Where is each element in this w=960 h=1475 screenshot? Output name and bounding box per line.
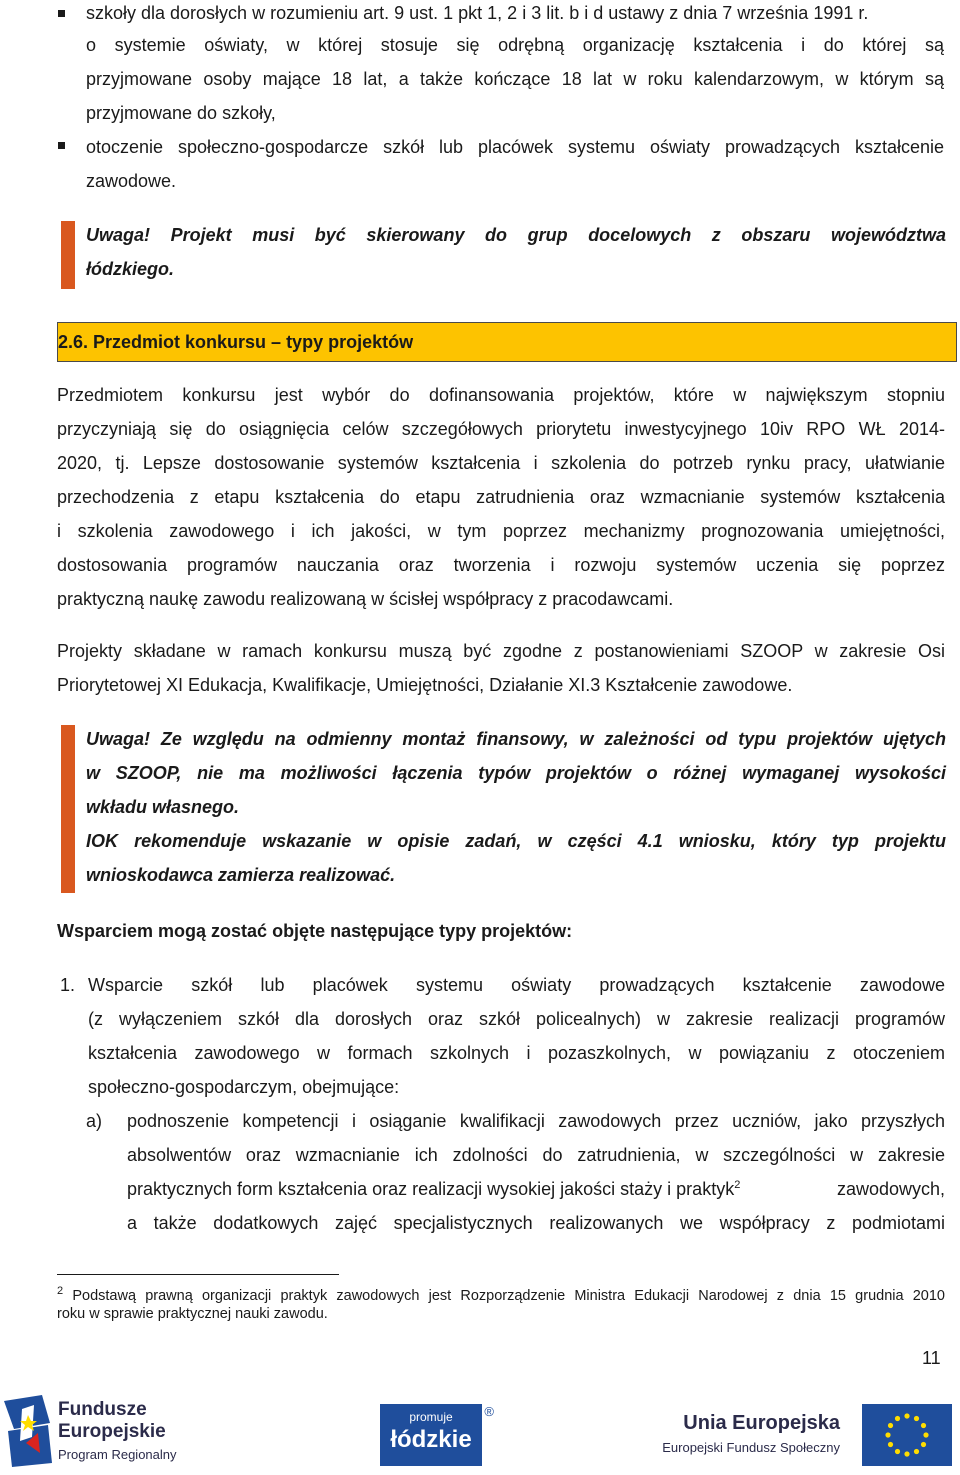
section-heading: 2.6. Przedmiot konkursu – typy projektów — [58, 332, 414, 352]
text-line: szkoły dla dorosłych w rozumieniu art. 9 ust. 1 pkt 1, 2 i 3 lit. b i d ustawy z dnia 7 września 1991 r. — [86, 3, 869, 23]
list-item-text: Wsparcie szkół lub placówek systemu oświaty prowadzących kształcenie zawodowe — [88, 975, 945, 995]
text-line: przyjmowane osoby mające 18 lat, a także kończące 18 lat w roku kalendarzowym, w którym są — [86, 69, 944, 89]
text-line: otoczenie społeczno-gospodarcze szkół lub placówek systemu oświaty prowadzących kształcenie — [86, 137, 944, 157]
footnote-text — [57, 1287, 945, 1323]
bullet-icon — [58, 10, 65, 17]
text-line: o systemie oświaty, w której stosuje się odrębną organizację kształcenia i do której są — [86, 35, 944, 55]
footnote-line: roku w sprawie praktycznej nauki zawodu. — [57, 1306, 328, 1322]
note-bar — [61, 221, 75, 289]
note-text: Uwaga! Projekt musi być skierowany do grup docelowych z obszaru województwa — [86, 225, 946, 245]
bullet-icon — [58, 142, 65, 149]
fundusze-europejskie-logo — [4, 1393, 194, 1471]
eu-star-icon — [914, 1449, 919, 1454]
list-item-text — [127, 1172, 945, 1206]
eu-star-icon — [921, 1423, 926, 1428]
note-text: Uwaga! Ze względu na odmienny montaż finansowy, w zależności od typu projektów ujętych — [86, 729, 946, 749]
support-heading: Wsparciem mogą zostać objęte następujące typy projektów: — [57, 921, 573, 941]
eu-star-icon — [895, 1449, 900, 1454]
eu-star-icon — [921, 1442, 926, 1447]
footnote-ref[interactable]: 2 — [734, 1179, 741, 1191]
note-text: wnioskodawca zamierza realizować. — [86, 865, 396, 885]
text-line: zawodowe. — [86, 171, 177, 191]
list-item-text: absolwentów oraz wzmacnianie ich zdolności do zatrudnienia, w szczególności w zakresie — [127, 1145, 945, 1165]
ue-line2: Europejski Fundusz Społeczny — [662, 1440, 840, 1455]
text-line: przyczyniają się do osiągnięcia celów szczegółowych priorytetu inwestycyjnego 10iv RPO WŁ 2014- — [57, 419, 945, 439]
page-number: 11 — [922, 1348, 941, 1368]
text-line: 2020, tj. Lepsze dostosowanie systemów kształcenia i szkolenia do potrzeb rynku pracy, ułatwianie — [57, 453, 945, 473]
list-item-text: podnoszenie kompetencji i osiąganie kwalifikacji zawodowych przez uczniów, jako przyszłych — [127, 1111, 945, 1131]
eu-star-icon — [904, 1413, 909, 1418]
list-item-text: społeczno-gospodarczym, obejmujące: — [88, 1077, 400, 1097]
list-item-text: kształcenia zawodowego w formach szkolnych i pozaszkolnych, w powiązaniu z otoczeniem — [88, 1043, 945, 1063]
list-item-text: a także dodatkowych zajęć specjalistycznych realizowanych we współpracy z podmiotami — [127, 1213, 945, 1233]
eu-star-icon — [885, 1432, 890, 1437]
footnote-line: Podstawą prawną organizacji praktyk zawodowych jest Rozporządzenie Ministra Edukacji Narodowej z dnia 15 grudnia 2010 — [72, 1288, 945, 1304]
eu-star-icon — [914, 1416, 919, 1421]
note-text: w SZOOP, nie ma możliwości łączenia typów projektów o różnej wymaganej wysokości — [86, 763, 946, 783]
list-item-text-part: zawodowych, — [836, 1179, 945, 1199]
text-line: i szkolenia zawodowego i ich jakości, w tym poprzez mechanizmy prognozowania umiejętności, — [57, 521, 945, 541]
text-line: przyjmowane do szkoły, — [86, 103, 276, 123]
eu-star-icon — [923, 1432, 928, 1437]
text-line: Projekty składane w ramach konkursu muszą być zgodne z postanowieniami SZOOP w zakresie Osi — [57, 641, 945, 661]
fe-line1: Fundusze — [58, 1399, 147, 1420]
list-number: 1. — [60, 975, 76, 995]
text-line: dostosowania programów nauczania oraz tworzenia i rozwoju systemów uczenia się poprzez — [57, 555, 945, 575]
fe-emblem-icon — [4, 1393, 54, 1469]
footnote-divider — [57, 1274, 339, 1275]
note-bar — [61, 725, 75, 893]
text-line: praktyczną naukę zawodu realizowaną w ścisłej współpracy z pracodawcami. — [57, 589, 674, 609]
eu-star-icon — [895, 1416, 900, 1421]
eu-star-icon — [888, 1423, 893, 1428]
eu-star-icon — [888, 1442, 893, 1447]
lodz-big: łódzkie — [390, 1426, 472, 1453]
list-item-text-part: praktycznych form kształcenia oraz realizacji wysokiej jakości staży i praktyk — [127, 1179, 735, 1199]
text-line: Priorytetowej XI Edukacja, Kwalifikacje, Umiejętności, Działanie XI.3 Kształcenie zawodowe. — [57, 675, 793, 695]
lodzkie-logo — [380, 1404, 494, 1466]
lodz-small: promuje — [409, 1410, 453, 1424]
note-text: wkładu własnego. — [86, 797, 240, 817]
unia-europejska-logo — [660, 1404, 956, 1466]
note-text: IOK rekomenduje wskazanie w opisie zadań, w części 4.1 wniosku, który typ projektu — [86, 831, 946, 851]
ue-line1: Unia Europejska — [683, 1412, 840, 1434]
fe-line2: Europejskie — [58, 1421, 166, 1442]
registered-icon: ® — [484, 1404, 494, 1419]
eu-flag-icon — [862, 1404, 952, 1466]
section-heading-box — [57, 322, 957, 362]
text-line: Przedmiotem konkursu jest wybór do dofinansowania projektów, które w największym stopniu — [57, 385, 945, 405]
note-text: łódzkiego. — [86, 259, 175, 279]
text-line: przechodzenia z etapu kształcenia do etapu zatrudnienia oraz wzmacnianie systemów kształcenia — [57, 487, 945, 507]
footnote-mark: 2 — [57, 1285, 64, 1298]
fe-line3: Program Regionalny — [58, 1447, 177, 1462]
eu-star-icon — [904, 1451, 909, 1456]
list-item-text: (z wyłączeniem szkół dla dorosłych oraz szkół policealnych) w zakresie realizacji programów — [88, 1009, 945, 1029]
list-letter: a) — [86, 1111, 103, 1131]
